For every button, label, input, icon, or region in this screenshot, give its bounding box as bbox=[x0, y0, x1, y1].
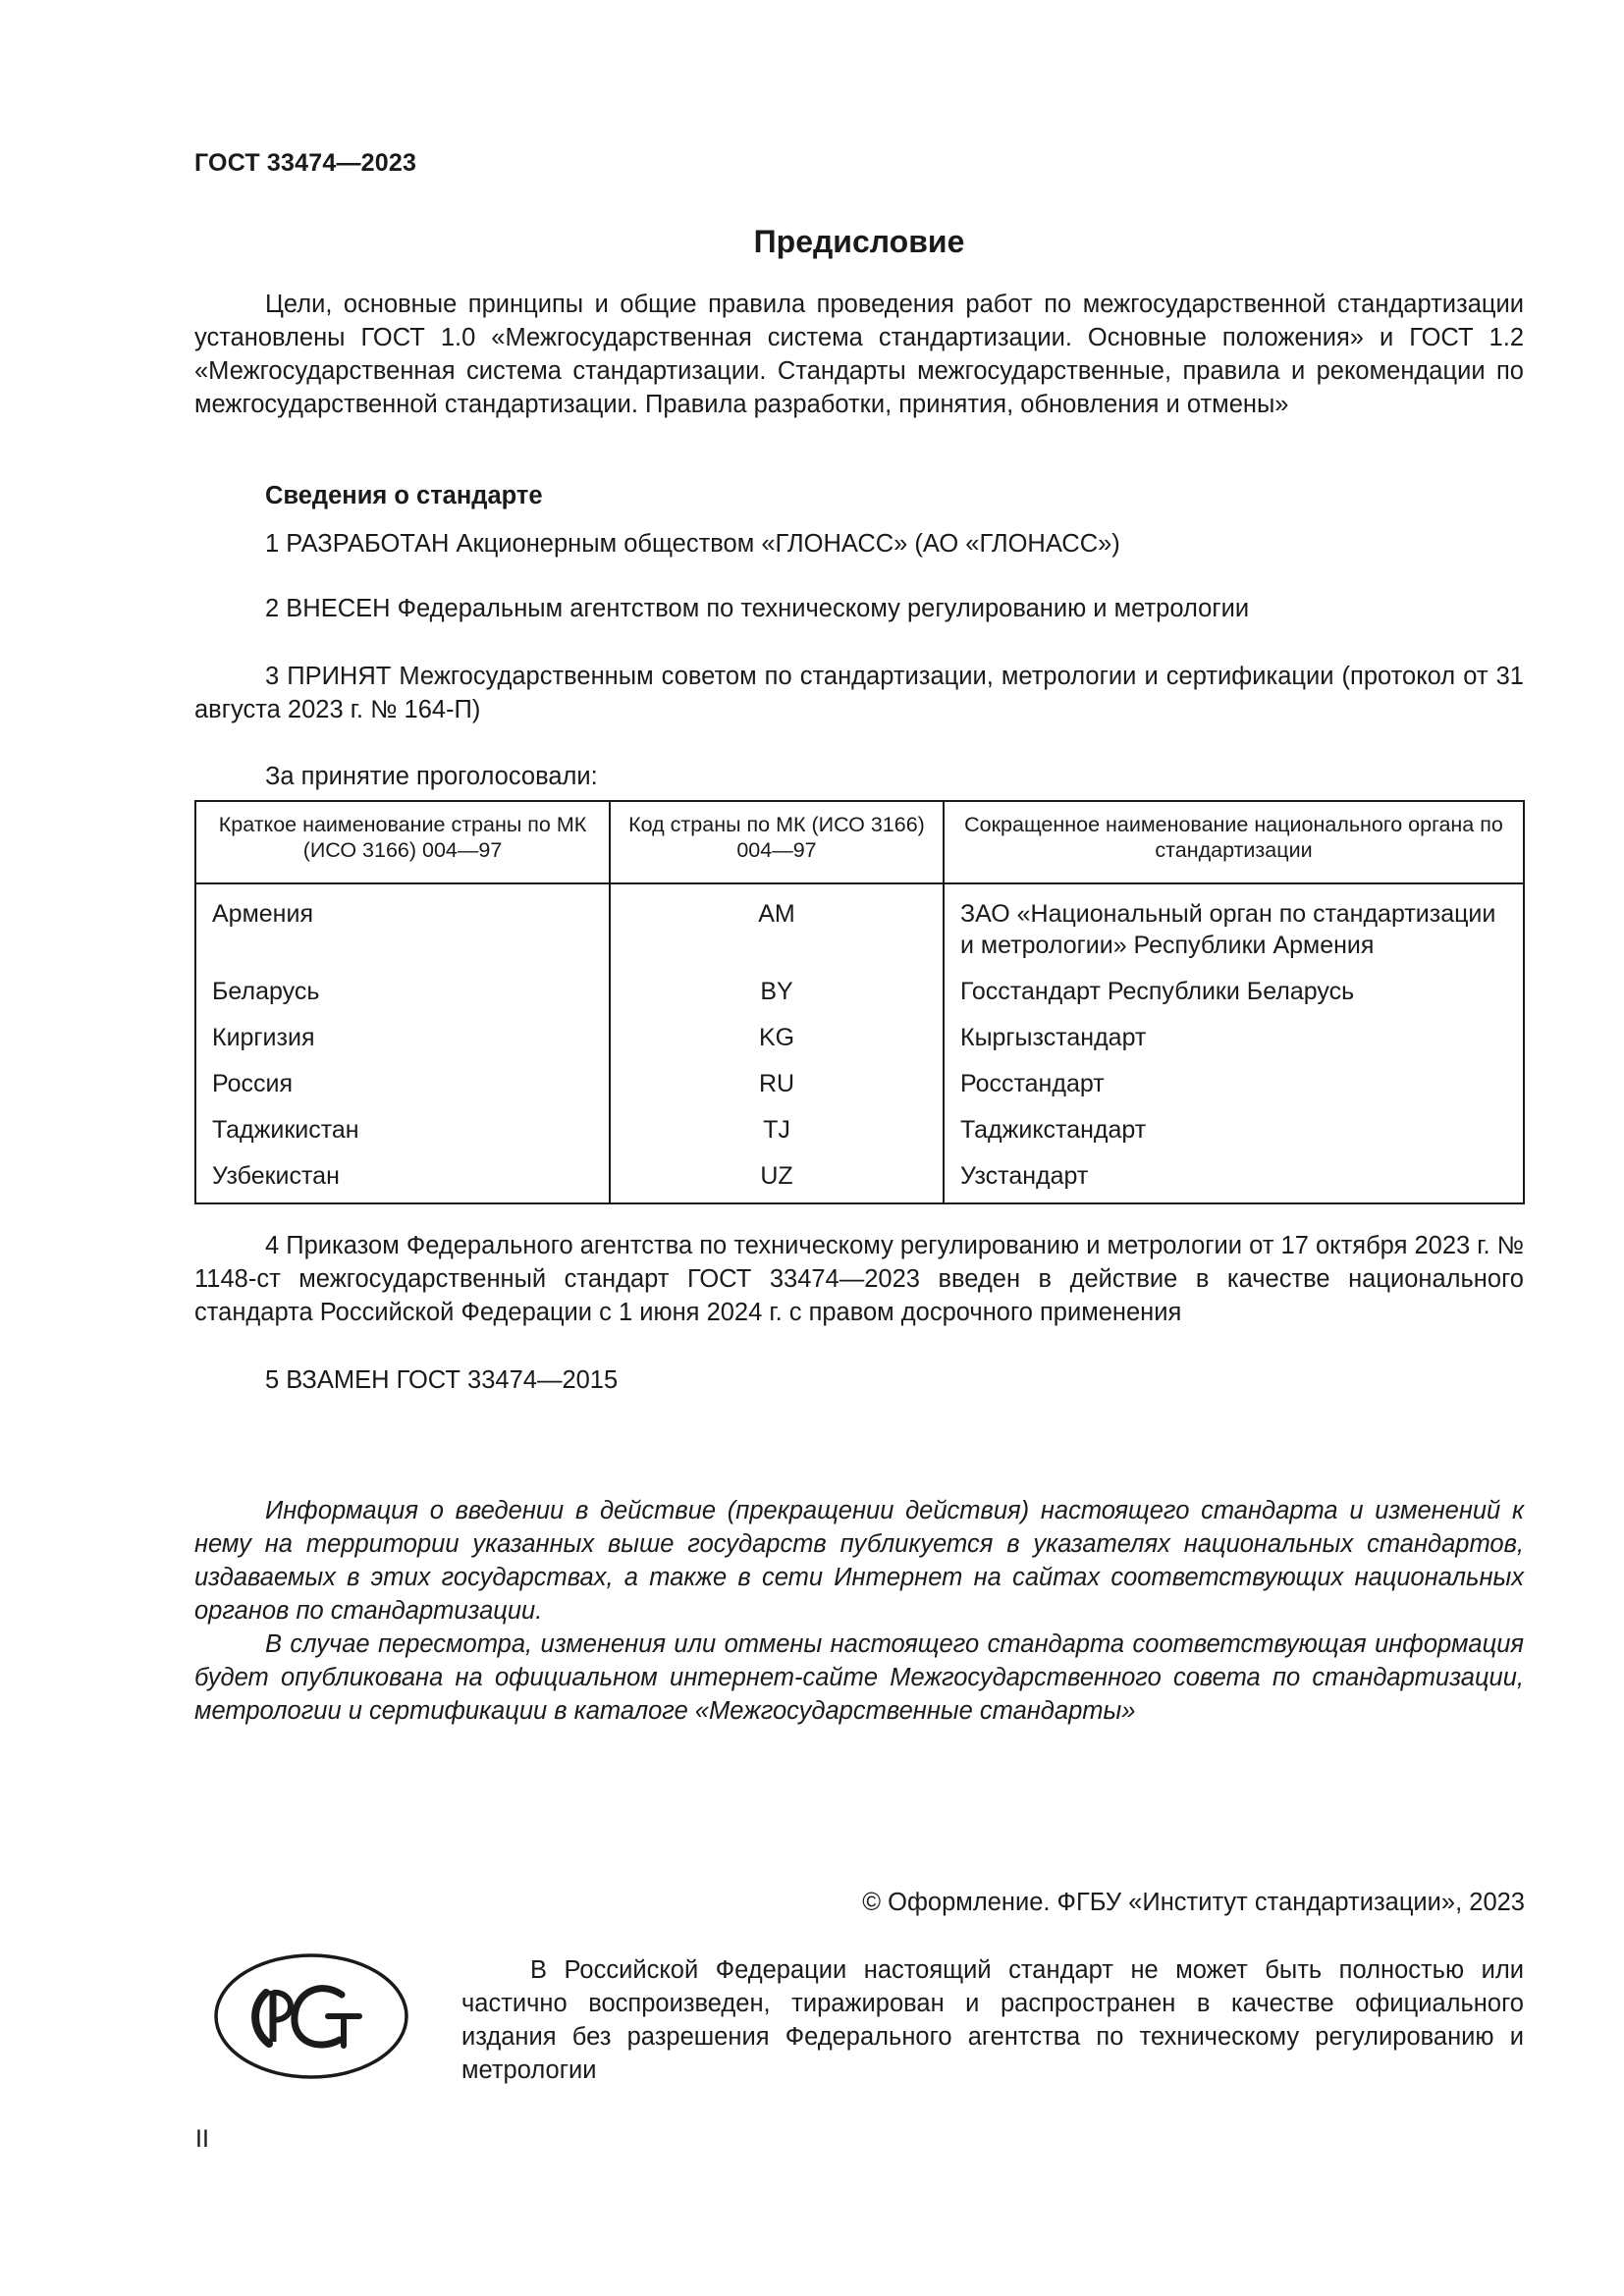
code-cell: BY bbox=[610, 972, 944, 1018]
code-cell: AM bbox=[610, 883, 944, 972]
code-cell: KG bbox=[610, 1018, 944, 1064]
votes-table bbox=[194, 800, 1525, 1204]
table-row bbox=[195, 1018, 1524, 1064]
item-adopted: 3 ПРИНЯТ Межгосударственным советом по стандартизации, метрологии и сертификации (протокол от 31 августа 2023 г. № 164-П) bbox=[194, 663, 1524, 723]
item-enacted: 4 Приказом Федерального агентства по техническому регулированию и метрологии от 17 октября 2023 г. № 1148-ст межгосударственный стандарт ГОСТ 33474—2023 введен в действие в качестве национального стандарта Российской Федерации с 1 июня 2024 г. с правом досрочного применения bbox=[194, 1232, 1524, 1326]
table-row bbox=[195, 1110, 1524, 1156]
table-header-row bbox=[195, 801, 1524, 883]
body-cell: ЗАО «Национальный орган по стандартизации и метрологии» Республики Армения bbox=[960, 900, 1496, 959]
notice-paragraph-2: В случае пересмотра, изменения или отмены настоящего стандарта соответствующая информация будет опубликована на официальном интернет-сайте Межгосударственного совета по стандартизации, метрологии и сертификации в каталоге «Межгосударственные стандарты» bbox=[194, 1630, 1524, 1725]
country-cell: Узбекистан bbox=[195, 1156, 610, 1203]
body-cell: Узстандарт bbox=[960, 1162, 1089, 1190]
page-title: Предисловие bbox=[753, 224, 965, 259]
votes-intro: За принятие проголосовали: bbox=[265, 763, 598, 790]
body-cell: Кыргызстандарт bbox=[960, 1024, 1147, 1051]
code-cell: TJ bbox=[610, 1110, 944, 1156]
column-header-body: Сокращенное наименование национального органа по стандартизации bbox=[944, 801, 1524, 883]
item-submitted: 2 ВНЕСЕН Федеральным агентством по техническому регулированию и метрологии bbox=[265, 595, 1250, 622]
column-header-code: Код страны по МК (ИСО 3166) 004—97 bbox=[610, 801, 944, 883]
intro-paragraph: Цели, основные принципы и общие правила проведения работ по межгосударственной стандартизации установлены ГОСТ 1.0 «Межгосударственная система стандартизации. Основные положения» и ГОСТ 1.2 «Межгосударственная система стандартизации. Стандарты межгосударственные, правила и рекомендации по межгосударственной стандартизации. Правила разработки, принятия, обновления и отмены» bbox=[194, 291, 1524, 418]
notice-paragraph-1: Информация о введении в действие (прекращении действия) настоящего стандарта и изменений к нему на территории указанных выше государств публикуется в указателях национальных стандартов, издаваемых в этих государствах, а также в сети Интернет на сайтах соответствующих национальных органов по стандартизации. bbox=[194, 1497, 1524, 1625]
page-number: II bbox=[195, 2125, 209, 2153]
code-cell: UZ bbox=[610, 1156, 944, 1203]
body-cell: Росстандарт bbox=[960, 1070, 1105, 1097]
rights-text: В Российской Федерации настоящий стандарт не может быть полностью или частично воспроизведен, тиражирован и распространен в качестве официального издания без разрешения Федерального агентства по техническому регулированию и метрологии bbox=[461, 1956, 1524, 2084]
body-cell: Таджикстандарт bbox=[960, 1116, 1147, 1144]
item-developed: 1 РАЗРАБОТАН Акционерным обществом «ГЛОНАСС» (АО «ГЛОНАСС») bbox=[265, 530, 1120, 558]
code-cell: RU bbox=[610, 1064, 944, 1110]
gost-r-logo-icon bbox=[212, 1951, 410, 2081]
table-row bbox=[195, 883, 1524, 972]
country-cell: Киргизия bbox=[195, 1018, 610, 1064]
country-cell: Беларусь bbox=[195, 972, 610, 1018]
table-row bbox=[195, 972, 1524, 1018]
info-heading: Сведения о стандарте bbox=[265, 482, 543, 509]
document-code: ГОСТ 33474—2023 bbox=[194, 149, 417, 177]
item-replaces: 5 ВЗАМЕН ГОСТ 33474—2015 bbox=[265, 1366, 619, 1394]
country-cell: Россия bbox=[195, 1064, 610, 1110]
country-cell: Армения bbox=[195, 883, 610, 972]
rights-notice bbox=[461, 1953, 1524, 2087]
country-cell: Таджикистан bbox=[195, 1110, 610, 1156]
copyright-line: © Оформление. ФГБУ «Институт стандартизации», 2023 bbox=[862, 1889, 1525, 1916]
body-cell: Госстандарт Республики Беларусь bbox=[960, 978, 1355, 1005]
table-row bbox=[195, 1156, 1524, 1203]
column-header-country: Краткое наименование страны по МК (ИСО 3166) 004—97 bbox=[195, 801, 610, 883]
table-row bbox=[195, 1064, 1524, 1110]
